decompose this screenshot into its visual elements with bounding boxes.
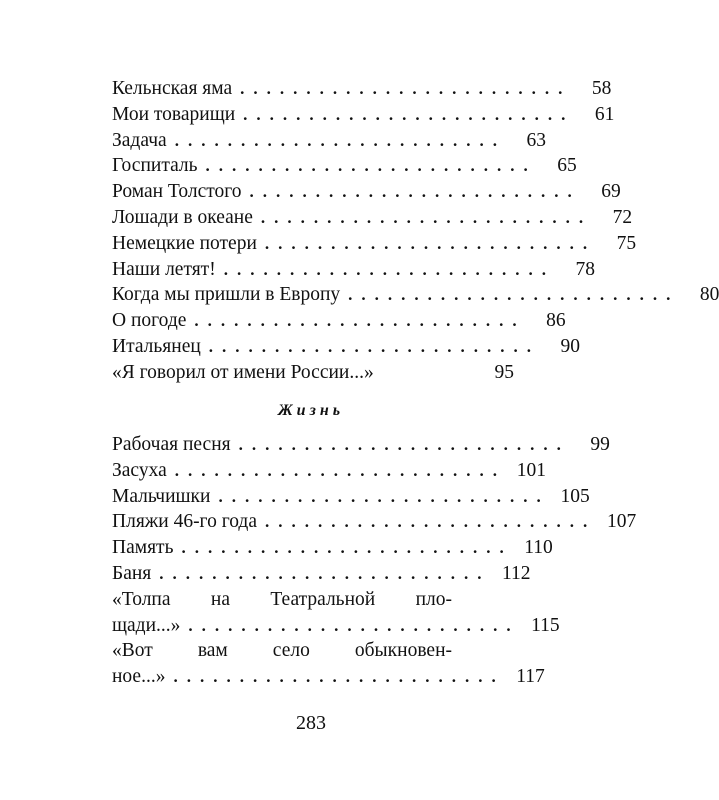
leader-dots: ......................... — [348, 285, 680, 305]
toc-entry-page: 63 — [526, 129, 546, 151]
toc-entry — [112, 360, 514, 386]
toc-entry-page: 75 — [616, 232, 637, 254]
toc-entry-title: «Толпа на Театральной пло- — [112, 588, 452, 610]
toc-entry-page: 58 — [591, 78, 612, 99]
toc-entry-page: 110 — [524, 537, 553, 559]
table-of-contents-part-1 — [112, 76, 719, 386]
toc-entry-title: Баня — [112, 562, 152, 584]
toc-entry — [112, 231, 637, 257]
leader-dots: ......................... — [173, 667, 505, 687]
leader-dots: ......................... — [159, 563, 491, 583]
toc-entry-title: Немецкие потери — [112, 232, 257, 254]
toc-entry — [112, 664, 545, 690]
toc-entry-line1 — [112, 638, 514, 664]
toc-entry — [112, 458, 546, 484]
toc-entry-page: 117 — [516, 666, 545, 688]
page-number: 283 — [296, 712, 326, 734]
toc-entry-title: «Вот вам село обыкновен- — [112, 640, 452, 662]
toc-entry-page: 69 — [601, 181, 621, 203]
toc-entry-page: 99 — [590, 434, 610, 455]
toc-entry-title: Задача — [112, 129, 167, 151]
toc-entry-title: Кельнская яма — [112, 78, 233, 99]
toc-entry-page: 72 — [612, 206, 633, 228]
toc-entry-title: Мальчишки — [112, 485, 211, 507]
toc-entry-title: Лошади в океане — [112, 206, 253, 228]
toc-entry — [112, 153, 577, 179]
toc-entry — [112, 535, 553, 561]
toc-entry — [112, 76, 612, 102]
toc-entry-title: «Я говорил от имени России...» — [112, 361, 374, 383]
leader-dots: ......................... — [174, 460, 506, 480]
leader-dots: ......................... — [218, 486, 550, 506]
leader-dots: ......................... — [181, 538, 513, 558]
leader-dots: ......................... — [205, 156, 537, 176]
toc-entry-page: 95 — [494, 361, 514, 383]
toc-entry-page: 78 — [575, 258, 595, 280]
toc-entry-title: Госпиталь — [112, 155, 198, 177]
toc-entry — [112, 257, 595, 283]
toc-entry-page: 107 — [606, 511, 637, 533]
toc-entry — [112, 334, 581, 360]
toc-entry-page: 101 — [516, 459, 546, 481]
toc-entry-page: 61 — [594, 103, 615, 125]
table-of-contents-part-2 — [112, 432, 637, 690]
leader-dots: ......................... — [188, 615, 520, 635]
toc-entry-title: Засуха — [112, 459, 167, 481]
toc-entry-title: Мои товарищи — [112, 103, 236, 125]
toc-entry-title: Наши летят! — [112, 258, 216, 280]
toc-entry — [112, 484, 590, 510]
toc-entry-title: Пляжи 46-го года — [112, 511, 257, 533]
leader-dots: ......................... — [260, 207, 593, 227]
toc-entry-title: Память — [112, 537, 174, 559]
toc-entry — [112, 205, 633, 231]
toc-entry — [112, 509, 637, 535]
toc-entry — [112, 613, 560, 639]
leader-dots: ......................... — [264, 512, 597, 532]
leader-dots: ......................... — [238, 435, 570, 454]
toc-entry-page: 105 — [560, 485, 590, 507]
toc-entry-title: Когда мы пришли в Европу — [112, 284, 341, 306]
leader-dots: ......................... — [194, 311, 526, 331]
toc-entry-title: Роман Толстого — [112, 181, 242, 203]
toc-entry-page: 86 — [546, 310, 566, 332]
toc-entry — [112, 308, 566, 334]
leader-dots: ......................... — [223, 259, 555, 279]
toc-entry-line1 — [112, 587, 514, 613]
toc-entry-page: 112 — [501, 562, 531, 584]
leader-dots: ......................... — [264, 233, 597, 253]
toc-entry-page: 65 — [557, 155, 577, 177]
toc-entry — [112, 179, 621, 205]
toc-entry-page: 90 — [560, 335, 581, 357]
toc-entry-title: О погоде — [112, 310, 187, 332]
toc-entry — [112, 432, 610, 458]
leader-dots: ......................... — [249, 182, 581, 202]
toc-entry — [112, 128, 546, 154]
section-heading: Жизнь — [277, 402, 345, 419]
toc-entry-title-cont: ное...» — [112, 666, 166, 688]
toc-entry-page: 80 — [699, 284, 719, 306]
toc-entry-page: 115 — [531, 614, 560, 636]
toc-entry-title: Итальянец — [112, 335, 201, 357]
leader-dots: ......................... — [208, 336, 541, 356]
leader-dots: ......................... — [174, 130, 506, 150]
toc-entry — [112, 282, 719, 308]
toc-entry-title-cont: щади...» — [112, 614, 181, 636]
toc-entry — [112, 102, 615, 128]
toc-entry-title: Рабочая песня — [112, 434, 231, 455]
toc-entry — [112, 561, 531, 587]
leader-dots: ......................... — [240, 79, 572, 98]
leader-dots: ......................... — [243, 104, 575, 124]
